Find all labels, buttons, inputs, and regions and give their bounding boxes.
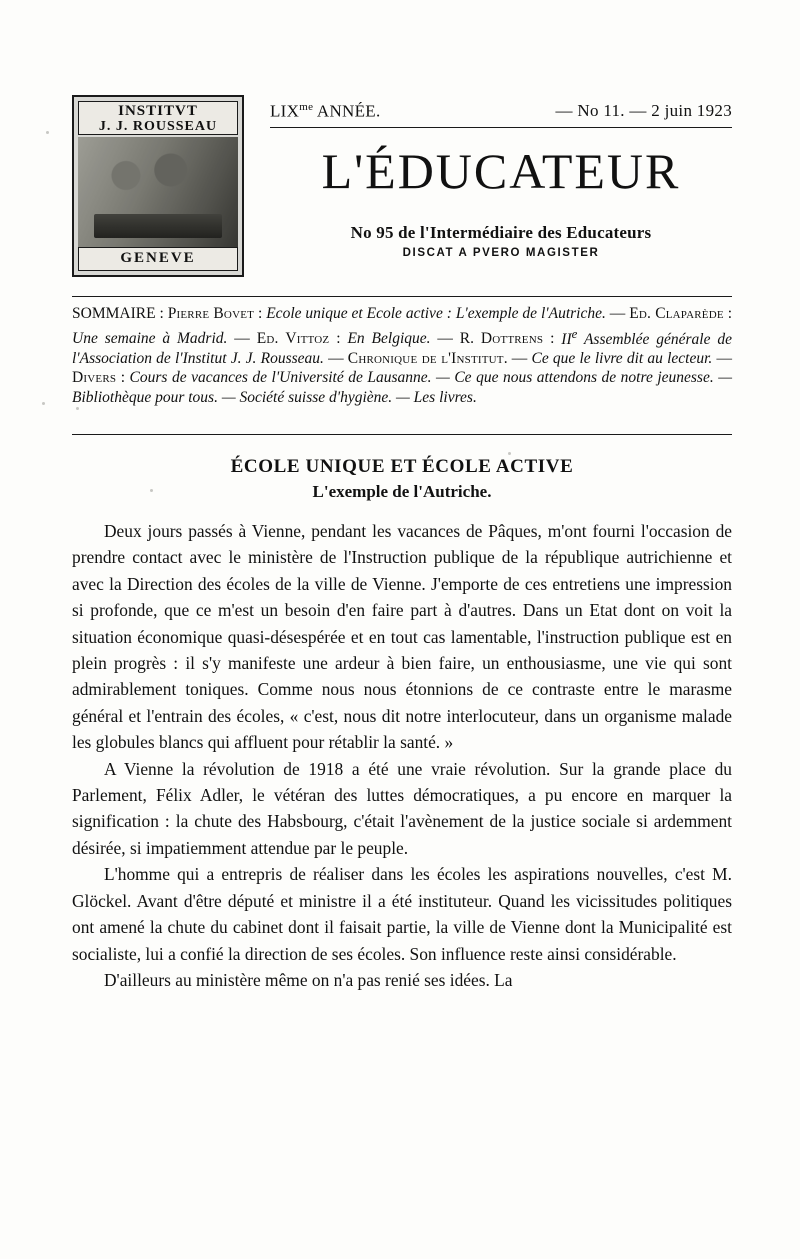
sommaire-text: Pierre Bovet : Ecole unique et Ecole active : L'exemple de l'Autriche. — Ed. Claparède : Une semaine à Madrid. — Ed. Vittoz : En Belgique. — R. Dottrens : IIe Assemblée générale de l'Association de l'Institut J. J. Rousseau. — Chronique de l'Institut. — Ce que le livre dit au lecteur. — Divers : Cours de vacances de l'Université de Lausanne. — Ce que nous attendons de notre jeunesse. — Bibliothèque pour tous. — Société suisse d'hygiène. — Les livres. [72,305,733,406]
article-subtitle: L'exemple de l'Autriche. [312,482,492,501]
logo-title-line2: J. J. ROUSSEAU [98,119,218,134]
publication-subtitle: No 95 de l'Intermédiaire des Educateurs [350,223,652,242]
article-body [72,518,732,993]
scan-speck [46,131,49,134]
issue-number-date: — No 11. — 2 juin 1923 [555,101,732,120]
sommaire-label: SOMMAIRE : [72,305,164,322]
scan-speck [42,402,45,405]
header-rule [270,127,732,128]
masthead [72,95,732,285]
scan-speck [508,452,511,455]
publication-motto: DISCAT A PVERO MAGISTER [402,247,600,259]
logo-title [78,101,238,135]
publication-title: L'ÉDUCATEUR [321,143,681,199]
paragraph: D'ailleurs au ministère même on n'a pas renié ses idées. La [104,969,513,990]
logo-title-line1: INSTITVT [118,103,198,119]
paragraph: L'homme qui a entrepris de réaliser dans les écoles les aspirations nouvelles, c'est M. Glöckel. Avant d'être député et ministre il a été instituteur. Quand les vicissitudes politiques ont amené la chute du cabinet dont il faisait partie, la ville de Vienne dont la Municipalité est socialiste, lui a confié la direction de ses écoles. Son influence reste ainsi considérable. [72,864,732,964]
paragraph: A Vienne la révolution de 1918 a été une vraie révolution. Sur la grande place du Parlement, Félix Adler, le vétéran des luttes démocratiques, a pu encore en marquer la signification : la chute des Habsbourg, c'était l'avènement de la justice sociale si ardemment désirée, si impatiemment attendue par le peuple. [72,758,732,858]
scan-speck [76,407,79,410]
sommaire-block [72,304,732,407]
sommaire-rule-bottom [72,434,732,435]
paragraph: Deux jours passés à Vienne, pendant les vacances de Pâques, m'ont fourni l'occasion de prendre contact avec le ministère de l'Instruction publique de la république autrichienne et avec la Direction des écoles de la ville de Vienne. J'emporte de ces entretiens une impression si profonde, que ce m'est un besoin d'en faire part à d'autres. Dans un Etat dont on voit la situation économique quasi-désespérée et en tout cas lamentable, l'instruction publique est en plein progrès : il s'y manifeste une ardeur à bien faire, un enthousiasme, une vie qui sont admirablement toniques. Comme nous nous étonnions de ce contraste entre le marasme général et l'entrain des écoles, « c'est, nous dit notre interlocuteur, dans un organisme malade les globules blancs qui affluent pour rétablir la santé. » [72,521,732,753]
institut-logo [72,95,244,277]
volume-year: $LIX^{me}$ ANNÉE. [270,101,381,121]
logo-illustration [78,137,238,247]
sommaire-rule-top [72,296,732,297]
article-title: ÉCOLE UNIQUE ET ÉCOLE ACTIVE [230,456,574,477]
logo-city: GENEVE [78,247,238,271]
